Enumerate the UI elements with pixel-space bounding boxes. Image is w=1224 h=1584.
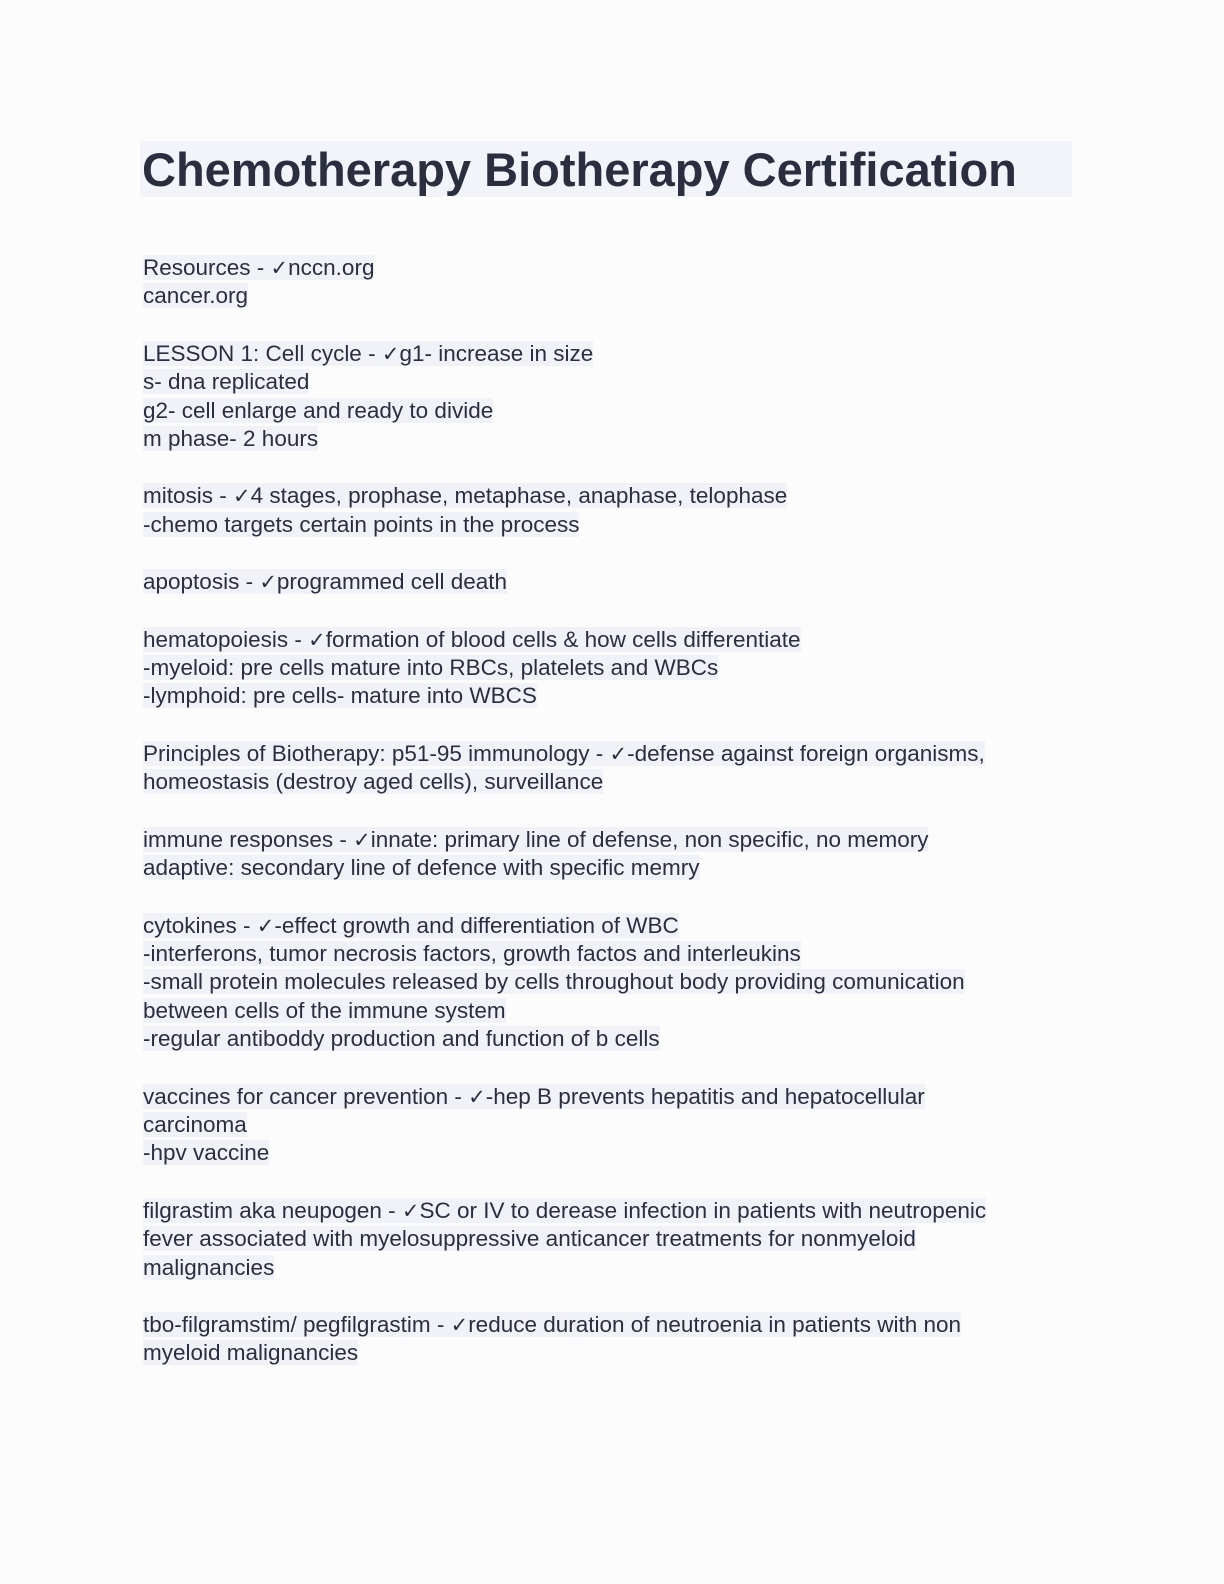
entry-text: m phase- 2 hours xyxy=(143,426,319,452)
entry-text: innate: primary line of defense, non specific, no memory xyxy=(370,826,929,852)
entry-text: adaptive: secondary line of defence with specific memry xyxy=(143,855,700,881)
entry-term: LESSON 1: Cell cycle - xyxy=(143,340,382,366)
checkmark-icon: ✓ xyxy=(256,913,275,938)
entry-text: between cells of the immune system xyxy=(143,997,506,1023)
text-highlight xyxy=(143,255,374,280)
document-body xyxy=(143,254,1103,1397)
title-banner xyxy=(140,141,1072,197)
entry-first-line xyxy=(143,482,1103,510)
entry-first-line xyxy=(143,340,1103,368)
flashcard-entry xyxy=(143,912,1103,1054)
text-highlight xyxy=(143,741,985,766)
entry-term: hematopoiesis - xyxy=(143,626,309,652)
entry-definition-line xyxy=(143,1111,1103,1139)
checkmark-icon: ✓ xyxy=(270,256,289,280)
entry-term: Resources - xyxy=(143,255,271,280)
text-highlight xyxy=(143,1112,247,1137)
checkmark-icon: ✓ xyxy=(468,1084,486,1109)
entry-text: formation of blood cells & how cells differentiate xyxy=(325,626,801,652)
entry-first-line xyxy=(143,626,1103,654)
flashcard-entry xyxy=(143,1197,1103,1282)
entry-definition-line xyxy=(143,1339,1103,1367)
page-title: Chemotherapy Biotherapy Certification xyxy=(142,143,1017,196)
entry-definition-line xyxy=(143,768,1103,796)
text-highlight xyxy=(143,512,579,537)
checkmark-icon: ✓ xyxy=(401,1198,420,1223)
checkmark-icon: ✓ xyxy=(259,570,277,595)
entry-definition-line xyxy=(143,282,1103,310)
entry-text: -regular antiboddy production and function of b cells xyxy=(143,1026,660,1052)
entry-first-line xyxy=(143,740,1103,768)
text-highlight xyxy=(143,1140,269,1165)
entry-term: filgrastim aka neupogen - xyxy=(143,1197,402,1223)
text-highlight xyxy=(143,283,248,308)
text-highlight xyxy=(143,969,965,994)
entry-text: -lymphoid: pre cells- mature into WBCS xyxy=(143,683,537,709)
text-highlight xyxy=(143,683,537,708)
entry-term: mitosis - xyxy=(143,483,233,509)
text-highlight xyxy=(143,998,506,1023)
entry-text: -hep B prevents hepatitis and hepatocellular xyxy=(485,1083,925,1109)
entry-definition-line xyxy=(143,1225,1103,1253)
entry-text: s- dna replicated xyxy=(143,369,310,395)
entry-definition-line xyxy=(143,397,1103,425)
entry-first-line xyxy=(143,568,1103,596)
text-highlight xyxy=(143,941,801,966)
text-highlight xyxy=(143,769,603,794)
entry-term: immune responses - xyxy=(143,826,354,852)
entry-definition-line xyxy=(143,997,1103,1025)
text-highlight xyxy=(143,1226,916,1251)
flashcard-entry xyxy=(143,740,1103,797)
checkmark-icon: ✓ xyxy=(381,341,400,366)
entry-text: fever associated with myelosuppressive anticancer treatments for nonmyeloid xyxy=(143,1226,916,1252)
flashcard-entry xyxy=(143,482,1103,539)
flashcard-entry xyxy=(143,568,1103,596)
text-highlight xyxy=(143,398,493,423)
entry-text: programmed cell death xyxy=(276,569,508,595)
entry-term: cytokines - xyxy=(143,912,257,938)
entry-definition-line xyxy=(143,511,1103,539)
text-highlight xyxy=(143,913,679,938)
checkmark-icon: ✓ xyxy=(353,827,371,852)
entry-first-line xyxy=(143,1311,1103,1339)
entry-first-line xyxy=(143,826,1103,854)
entry-first-line xyxy=(143,1083,1103,1111)
flashcard-entry xyxy=(143,1311,1103,1368)
flashcard-entry xyxy=(143,826,1103,883)
text-highlight xyxy=(143,341,593,366)
entry-text: -interferons, tumor necrosis factors, growth factos and interleukins xyxy=(143,940,801,966)
entry-text: -small protein molecules released by cells throughout body providing comunication xyxy=(143,969,965,995)
entry-text: malignancies xyxy=(143,1254,275,1280)
entry-first-line xyxy=(143,254,1103,282)
flashcard-entry xyxy=(143,1083,1103,1168)
entry-definition-line xyxy=(143,682,1103,710)
entry-term: Principles of Biotherapy: p51-95 immunology - xyxy=(143,740,610,766)
text-highlight xyxy=(143,655,718,680)
entry-definition-line xyxy=(143,1025,1103,1053)
text-highlight xyxy=(143,426,318,451)
entry-definition-line xyxy=(143,1139,1103,1167)
flashcard-entry xyxy=(143,254,1103,311)
entry-text: cancer.org xyxy=(143,283,249,309)
entry-first-line xyxy=(143,912,1103,940)
entry-text: carcinoma xyxy=(143,1111,247,1137)
checkmark-icon: ✓ xyxy=(609,741,628,766)
entry-definition-line xyxy=(143,854,1103,882)
entry-term: vaccines for cancer prevention - xyxy=(143,1083,469,1109)
entry-term: apoptosis - xyxy=(143,569,260,595)
text-highlight xyxy=(143,827,928,852)
text-highlight xyxy=(143,369,309,394)
flashcard-entry xyxy=(143,340,1103,454)
entry-text: nccn.org xyxy=(288,255,375,280)
text-highlight xyxy=(143,1312,961,1337)
entry-text: -chemo targets certain points in the process xyxy=(143,511,580,537)
text-highlight xyxy=(143,855,700,880)
entry-text: homeostasis (destroy aged cells), surveillance xyxy=(143,769,604,795)
entry-definition-line xyxy=(143,368,1103,396)
entry-definition-line xyxy=(143,654,1103,682)
entry-definition-line xyxy=(143,1254,1103,1282)
entry-text: -myeloid: pre cells mature into RBCs, platelets and WBCs xyxy=(143,655,719,681)
text-highlight xyxy=(143,1026,660,1051)
checkmark-icon: ✓ xyxy=(450,1312,469,1337)
text-highlight xyxy=(143,483,787,508)
checkmark-icon: ✓ xyxy=(308,627,326,652)
text-highlight xyxy=(143,1340,358,1365)
entry-definition-line xyxy=(143,425,1103,453)
entry-first-line xyxy=(143,1197,1103,1225)
entry-definition-line xyxy=(143,968,1103,996)
entry-text: -hpv vaccine xyxy=(143,1140,270,1166)
text-highlight xyxy=(143,627,801,652)
entry-text: -defense against foreign organisms, xyxy=(627,740,985,766)
entry-text: 4 stages, prophase, metaphase, anaphase, telophase xyxy=(250,483,788,509)
entry-definition-line xyxy=(143,940,1103,968)
entry-term: tbo-filgramstim/ pegfilgrastim - xyxy=(143,1311,451,1337)
entry-text: reduce duration of neutroenia in patients with non xyxy=(468,1311,962,1337)
entry-text: SC or IV to derease infection in patients with neutropenic xyxy=(419,1197,987,1223)
flashcard-entry xyxy=(143,626,1103,711)
text-highlight xyxy=(143,1084,925,1109)
entry-text: myeloid malignancies xyxy=(143,1340,359,1366)
text-highlight xyxy=(143,569,507,594)
entry-text: g1- increase in size xyxy=(399,340,594,366)
entry-text: g2- cell enlarge and ready to divide xyxy=(143,397,494,423)
text-highlight xyxy=(143,1255,274,1280)
text-highlight xyxy=(143,1198,986,1223)
entry-text: -effect growth and differentiation of WBC xyxy=(274,912,679,938)
checkmark-icon: ✓ xyxy=(233,484,251,509)
